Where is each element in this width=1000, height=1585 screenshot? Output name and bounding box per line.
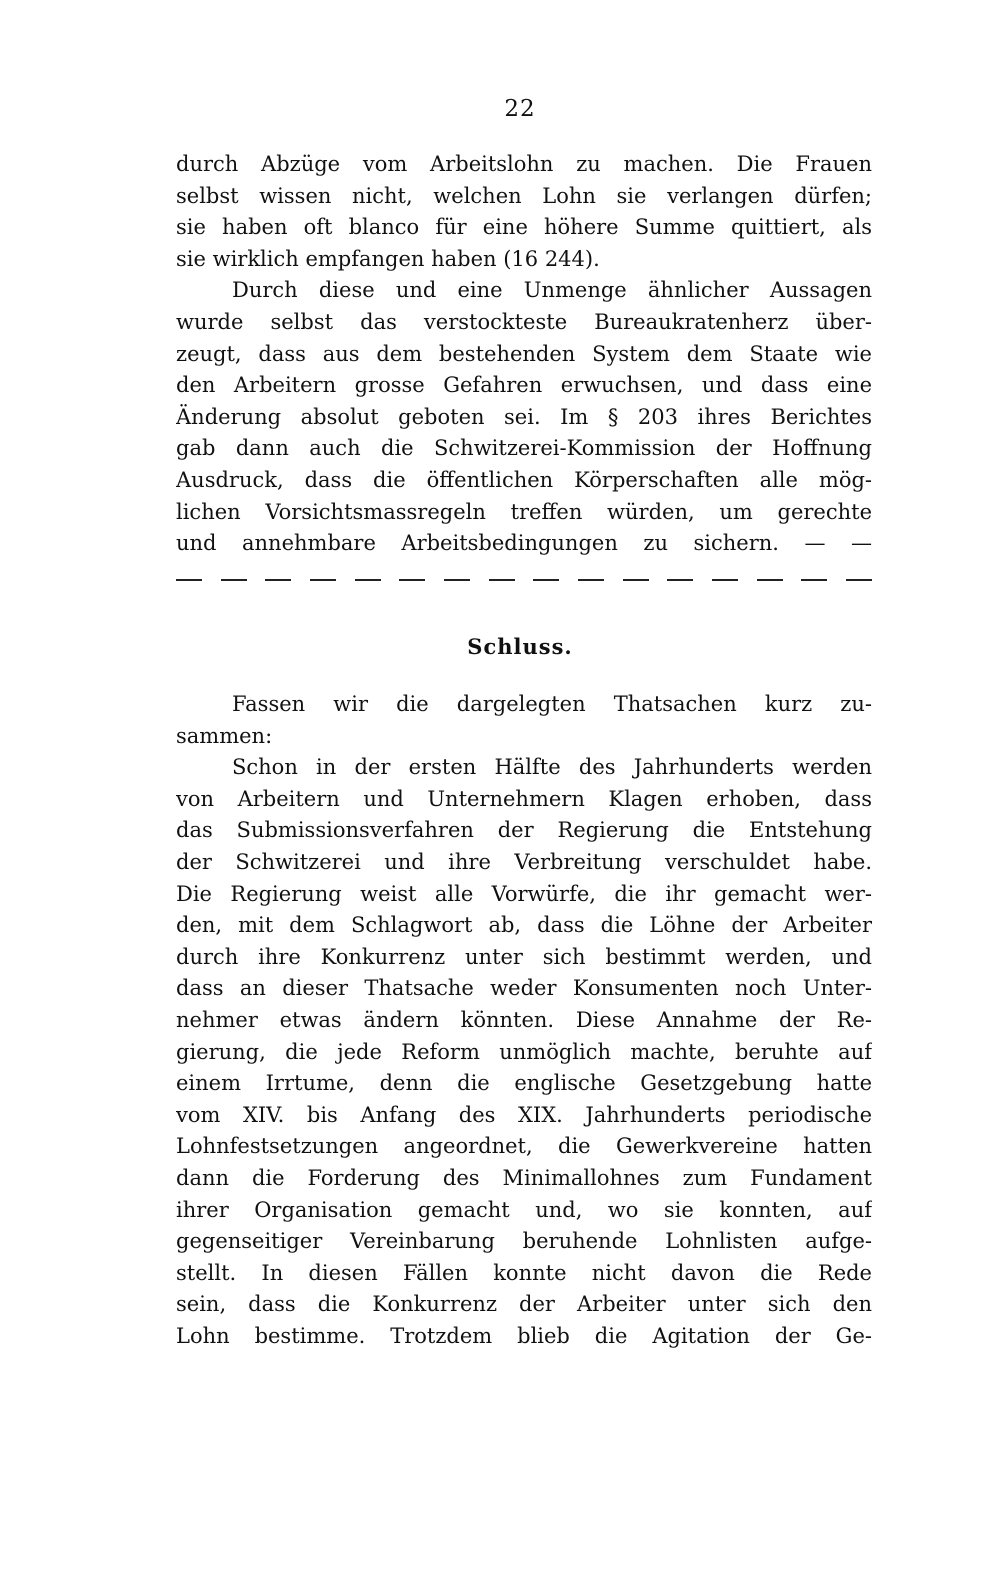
text-line: gab dann auch die Schwitzerei-Kommission der Hoffnung <box>176 436 872 461</box>
dash-segment <box>533 579 559 581</box>
text-line: selbst wissen nicht, welchen Lohn sie verlangen dürfen; <box>176 183 872 208</box>
dash-segment <box>399 579 425 581</box>
text-line: den, mit dem Schlagwort ab, dass die Löhne der Arbeiter <box>176 913 872 938</box>
dash-segment <box>221 579 247 581</box>
text-line: durch Abzüge vom Arbeitslohn zu machen. Die Frauen <box>176 152 872 176</box>
text-line: und annehmbare Arbeitsbedingungen zu sichern. — — <box>176 531 872 556</box>
dash-segment <box>310 579 336 581</box>
text-line: durch ihre Konkurrenz unter sich bestimmt werden, und <box>176 944 872 969</box>
text-line: sie haben oft blanco für eine höhere Summe quittiert, als <box>176 215 872 240</box>
dash-segment <box>623 579 649 581</box>
text-line: das Submissionsverfahren der Regierung die Entstehung <box>176 818 872 843</box>
text-line: der Schwitzerei und ihre Verbreitung verschuldet habe. <box>176 849 872 874</box>
body-text-continued <box>176 149 872 560</box>
dash-segment <box>712 579 738 581</box>
text-line: Lohnfestsetzungen angeordnet, die Gewerkvereine hatten <box>176 1134 872 1159</box>
text-line: Ausdruck, dass die öffentlichen Körperschaften alle mög- <box>176 467 872 492</box>
text-line: Fassen wir die dargelegten Thatsachen kurz zu- <box>232 692 872 716</box>
text-line: nehmer etwas ändern könnten. Diese Annahme der Re- <box>176 1007 872 1032</box>
text-line: lichen Vorsichtsmassregeln treffen würden, um gerechte <box>176 499 872 524</box>
text-line: von Arbeitern und Unternehmern Klagen erhoben, dass <box>176 786 872 811</box>
dash-segment <box>757 579 783 581</box>
dash-segment <box>801 579 827 581</box>
text-line: stellt. In diesen Fällen konnte nicht davon die Rede <box>176 1260 872 1285</box>
page-number: 22 <box>504 96 536 122</box>
text-line: zeugt, dass aus dem bestehenden System dem Staate wie <box>176 341 872 366</box>
text-line: Durch diese und eine Unmenge ähnlicher Aussagen <box>232 278 872 303</box>
text-line: Lohn bestimme. Trotzdem blieb die Agitation der Ge- <box>176 1323 872 1348</box>
text-line: vom XIV. bis Anfang des XIX. Jahrhunderts periodische <box>176 1102 872 1127</box>
text-line: sein, dass die Konkurrenz der Arbeiter unter sich den <box>176 1292 872 1317</box>
dash-segment <box>846 579 872 581</box>
text-line: den Arbeitern grosse Gefahren erwuchsen, und dass eine <box>176 373 872 398</box>
text-line: Schon in der ersten Hälfte des Jahrhunderts werden <box>232 755 872 780</box>
dash-segment <box>489 579 515 581</box>
text-line: wurde selbst das verstockteste Bureaukratenherz über- <box>176 309 872 334</box>
dash-segment <box>265 579 291 581</box>
text-line: Die Regierung weist alle Vorwürfe, die ihr gemacht wer- <box>176 881 872 906</box>
text-line: sie wirklich empfangen haben (16 244). <box>176 246 600 271</box>
text-line: sammen: <box>176 723 273 748</box>
dash-segment <box>355 579 381 581</box>
text-line: dass an dieser Thatsache weder Konsumenten noch Unter- <box>176 976 872 1001</box>
text-line: einem Irrtume, denn die englische Gesetzgebung hatte <box>176 1071 872 1096</box>
section-heading: Schluss. <box>467 634 573 659</box>
dashed-separator <box>176 567 872 593</box>
dash-segment <box>667 579 693 581</box>
body-text-conclusion <box>176 689 872 1352</box>
dash-segment <box>444 579 470 581</box>
dash-segment <box>578 579 604 581</box>
text-line: dann die Forderung des Minimallohnes zum Fundament <box>176 1165 872 1190</box>
text-line: ihrer Organisation gemacht und, wo sie konnten, auf <box>176 1197 872 1222</box>
text-line: gierung, die jede Reform unmöglich machte, beruhte auf <box>176 1039 872 1064</box>
text-line: Änderung absolut geboten sei. Im § 203 ihres Berichtes <box>176 404 872 429</box>
dash-segment <box>176 579 202 581</box>
text-line: gegenseitiger Vereinbarung beruhende Lohnlisten aufge- <box>176 1229 872 1254</box>
